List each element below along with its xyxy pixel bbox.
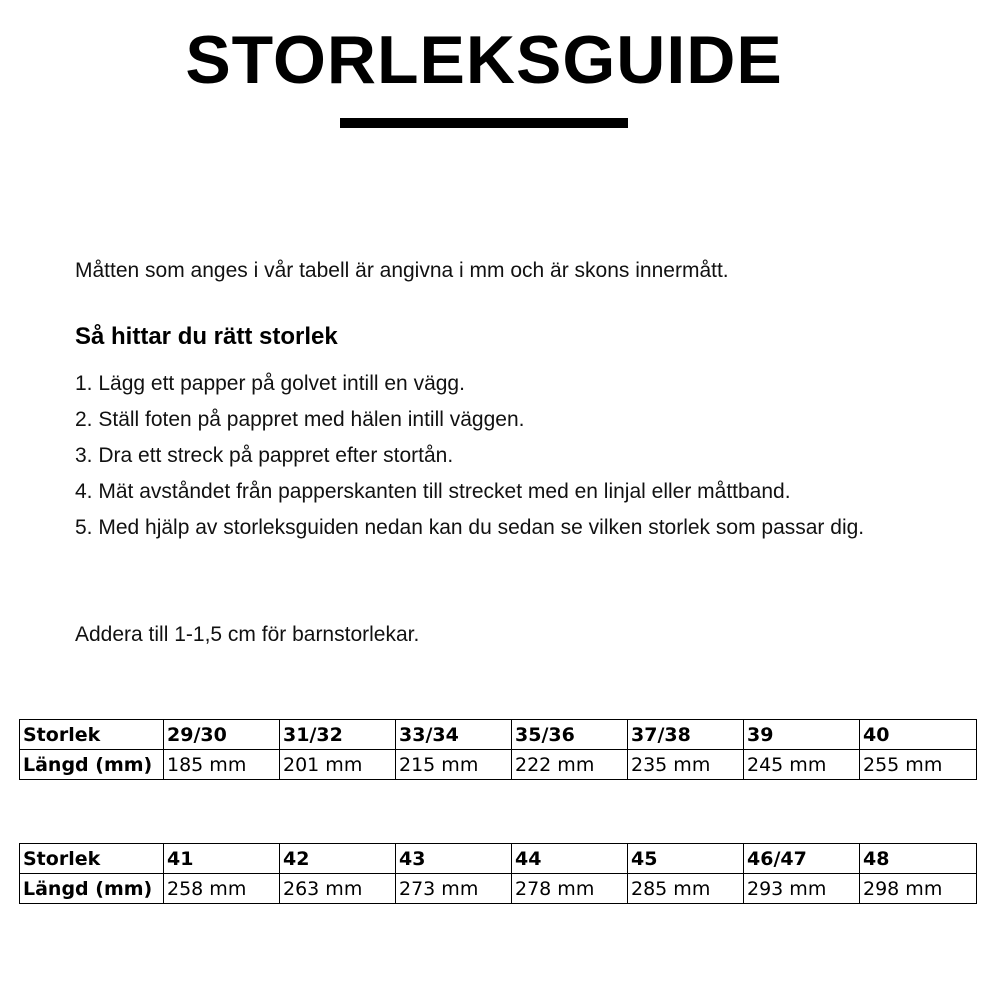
step-item: 2. Ställ foten på pappret med hälen intill väggen. <box>75 408 525 431</box>
how-to-heading: Så hittar du rätt storlek <box>75 323 338 350</box>
size-cell: 40 <box>860 720 977 750</box>
step-item: 5. Med hjälp av storleksguiden nedan kan du sedan se vilken storlek som passar dig. <box>75 516 865 539</box>
size-cell: 44 <box>512 844 628 874</box>
size-cell: 42 <box>280 844 396 874</box>
length-cell: 185 mm <box>164 750 280 780</box>
size-cell: 31/32 <box>280 720 396 750</box>
size-row <box>20 720 977 750</box>
step-item: 4. Mät avståndet från papperskanten till strecket med en linjal eller måttband. <box>75 480 791 503</box>
length-cell: 255 mm <box>860 750 977 780</box>
intro-text: Måtten som anges i vår tabell är angivna i mm och är skons innermått. <box>75 259 729 282</box>
size-cell: 37/38 <box>628 720 744 750</box>
children-note: Addera till 1-1,5 cm för barnstorlekar. <box>75 623 420 646</box>
length-cell: 235 mm <box>628 750 744 780</box>
measurement-steps <box>75 366 935 546</box>
length-header-cell: Längd (mm) <box>20 874 164 904</box>
length-cell: 258 mm <box>164 874 280 904</box>
size-cell: 29/30 <box>164 720 280 750</box>
size-header-cell: Storlek <box>20 720 164 750</box>
length-row <box>20 874 977 904</box>
size-cell: 35/36 <box>512 720 628 750</box>
length-cell: 285 mm <box>628 874 744 904</box>
size-cell: 39 <box>744 720 860 750</box>
size-cell: 46/47 <box>744 844 860 874</box>
length-cell: 201 mm <box>280 750 396 780</box>
size-cell: 33/34 <box>396 720 512 750</box>
step-item: 1. Lägg ett papper på golvet intill en vägg. <box>75 372 465 395</box>
size-table-1 <box>19 719 977 780</box>
length-header-cell: Längd (mm) <box>20 750 164 780</box>
size-table-2 <box>19 843 977 904</box>
page-title: STORLEKSGUIDE <box>185 22 783 98</box>
length-cell: 298 mm <box>860 874 977 904</box>
size-cell: 43 <box>396 844 512 874</box>
size-cell: 48 <box>860 844 977 874</box>
length-cell: 222 mm <box>512 750 628 780</box>
length-row <box>20 750 977 780</box>
size-header-cell: Storlek <box>20 844 164 874</box>
size-row <box>20 844 977 874</box>
length-cell: 278 mm <box>512 874 628 904</box>
title-underline <box>340 118 628 128</box>
length-cell: 245 mm <box>744 750 860 780</box>
length-cell: 293 mm <box>744 874 860 904</box>
size-cell: 45 <box>628 844 744 874</box>
length-cell: 273 mm <box>396 874 512 904</box>
step-item: 3. Dra ett streck på pappret efter stortån. <box>75 444 454 467</box>
size-cell: 41 <box>164 844 280 874</box>
length-cell: 263 mm <box>280 874 396 904</box>
length-cell: 215 mm <box>396 750 512 780</box>
